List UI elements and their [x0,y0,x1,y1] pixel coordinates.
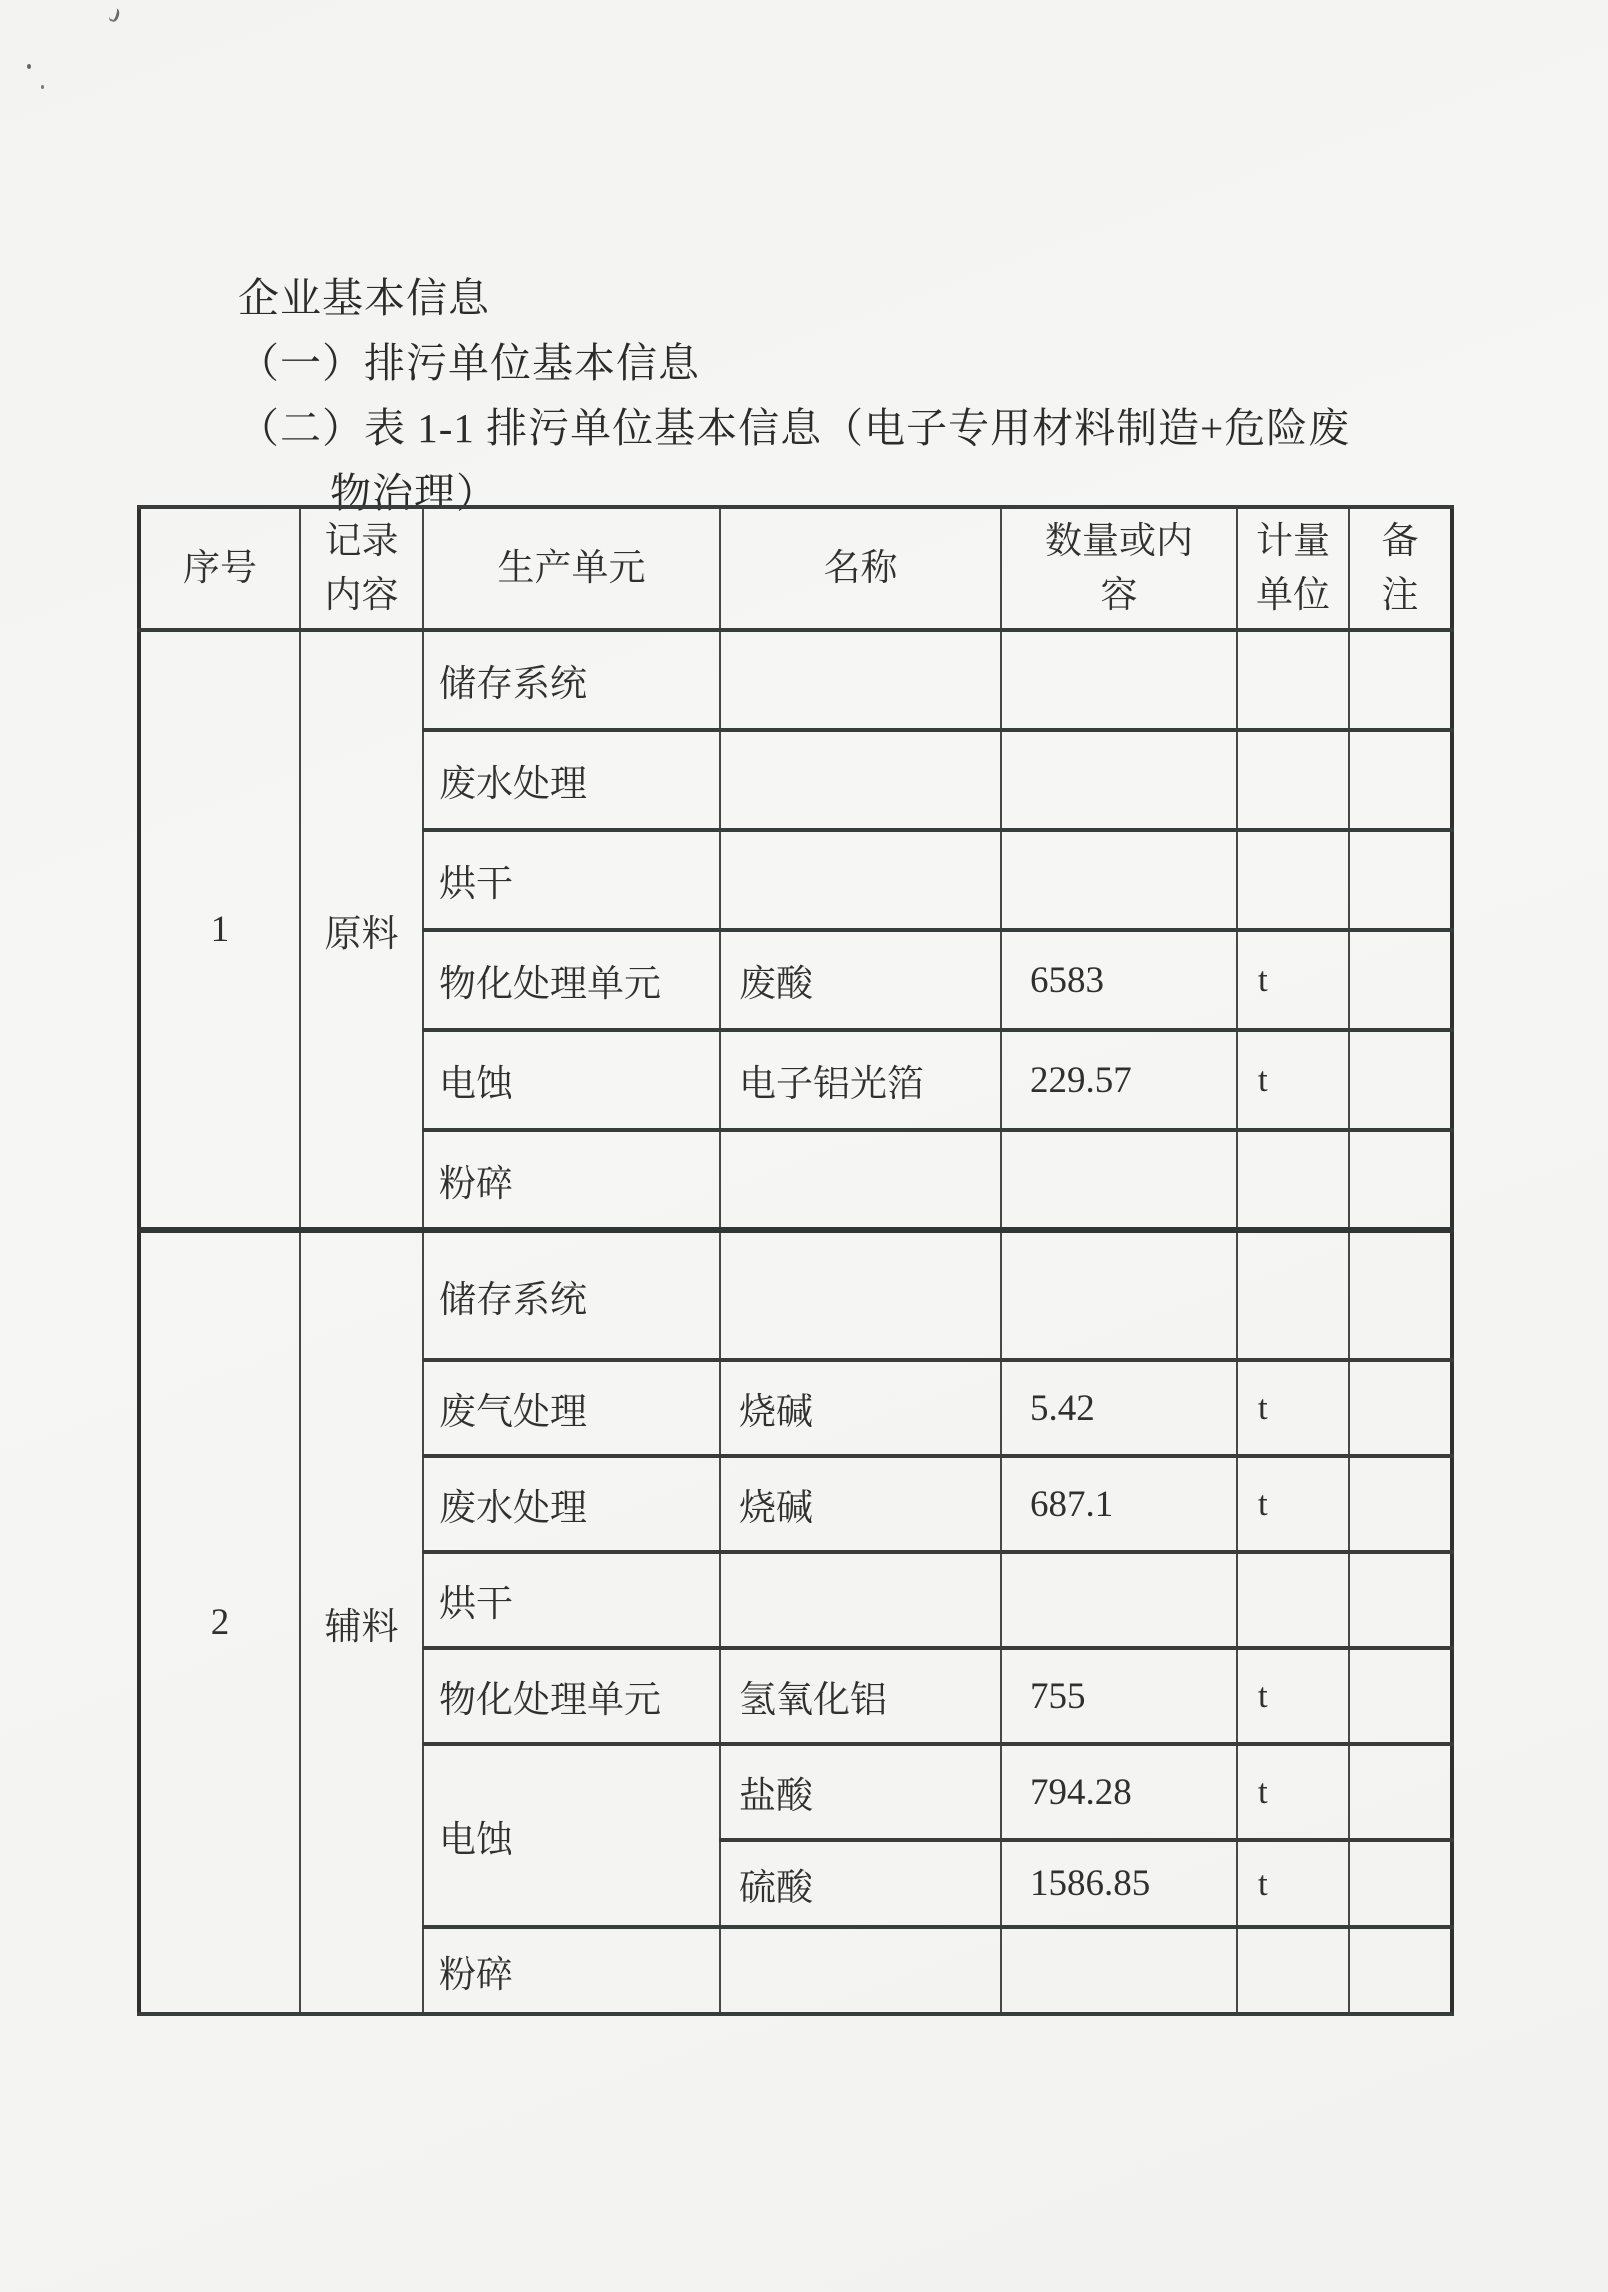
name-cell [720,730,1001,830]
note-cell [1349,1030,1452,1130]
name-cell: 电子铝光箔 [720,1030,1001,1130]
note-cell [1349,1456,1452,1552]
note-cell [1349,1840,1452,1927]
note-cell [1349,1130,1452,1230]
note-cell [1349,1744,1452,1840]
note-cell [1349,930,1452,1030]
quantity-cell [1001,830,1237,930]
table-header-row [139,507,1452,630]
production-unit-cell: 储存系统 [423,630,720,730]
quantity-cell [1001,1230,1237,1360]
note-cell [1349,730,1452,830]
measure-unit-cell [1237,1927,1349,2014]
measure-unit-cell: t [1237,1744,1349,1840]
measure-unit-cell: t [1237,1840,1349,1927]
measure-unit-cell: t [1237,1456,1349,1552]
seq-cell-group-1: 1 [139,630,300,1230]
quantity-cell [1001,1552,1237,1648]
measure-unit-cell [1237,730,1349,830]
scan-speck [41,85,44,89]
quantity-cell: 1586.85 [1001,1840,1237,1927]
section-2-heading-line-1: （二）表 1-1 排污单位基本信息（电子专用材料制造+危险废 [238,405,1351,451]
quantity-cell [1001,630,1237,730]
section-1-heading: （一）排污单位基本信息 [238,340,700,386]
production-unit-cell: 储存系统 [423,1230,720,1360]
quantity-cell [1001,1130,1237,1230]
basic-info-table [137,505,1454,2016]
column-header-quantity: 数量或内容 [1001,507,1237,630]
name-cell [720,1552,1001,1648]
measure-unit-cell [1237,830,1349,930]
measure-unit-cell: t [1237,930,1349,1030]
note-cell [1349,1552,1452,1648]
quantity-cell: 687.1 [1001,1456,1237,1552]
note-cell [1349,1230,1452,1360]
column-header-record-content: 记录内容 [300,507,423,630]
category-cell-group-2: 辅料 [300,1230,423,2014]
document-headings [238,266,1350,526]
quantity-cell [1001,730,1237,830]
column-header-note: 备注 [1349,507,1452,630]
note-cell [1349,630,1452,730]
measure-unit-cell [1237,1230,1349,1360]
column-header-name: 名称 [720,507,1001,630]
quantity-cell: 229.57 [1001,1030,1237,1130]
column-header-measure-unit: 计量单位 [1237,507,1349,630]
measure-unit-cell: t [1237,1648,1349,1744]
quantity-cell: 5.42 [1001,1360,1237,1456]
production-unit-cell: 烘干 [423,1552,720,1648]
name-cell: 氢氧化铝 [720,1648,1001,1744]
scan-speck [108,7,121,23]
name-cell [720,1130,1001,1230]
measure-unit-cell: t [1237,1030,1349,1130]
production-unit-cell: 物化处理单元 [423,930,720,1030]
quantity-cell [1001,1927,1237,2014]
column-header-seq: 序号 [139,507,300,630]
note-cell [1349,1648,1452,1744]
name-cell [720,830,1001,930]
production-unit-cell-merged: 电蚀 [423,1744,720,1927]
column-header-production-unit: 生产单元 [423,507,720,630]
name-cell [720,1230,1001,1360]
name-cell: 废酸 [720,930,1001,1030]
name-cell: 盐酸 [720,1744,1001,1840]
note-cell [1349,1927,1452,2014]
note-cell [1349,1360,1452,1456]
production-unit-cell: 粉碎 [423,1927,720,2014]
measure-unit-cell [1237,1130,1349,1230]
measure-unit-cell [1237,630,1349,730]
category-cell-group-1: 原料 [300,630,423,1230]
production-unit-cell: 废气处理 [423,1360,720,1456]
quantity-cell: 755 [1001,1648,1237,1744]
name-cell [720,630,1001,730]
name-cell: 硫酸 [720,1840,1001,1927]
measure-unit-cell [1237,1552,1349,1648]
scan-speck [27,64,31,69]
note-cell [1349,830,1452,930]
quantity-cell: 6583 [1001,930,1237,1030]
seq-cell-group-2: 2 [139,1230,300,2014]
name-cell: 烧碱 [720,1456,1001,1552]
table-row [139,1230,1452,1360]
table-row [139,630,1452,730]
name-cell [720,1927,1001,2014]
document-title: 企业基本信息 [238,275,490,321]
name-cell: 烧碱 [720,1360,1001,1456]
production-unit-cell: 物化处理单元 [423,1648,720,1744]
measure-unit-cell: t [1237,1360,1349,1456]
production-unit-cell: 粉碎 [423,1130,720,1230]
production-unit-cell: 电蚀 [423,1030,720,1130]
section-2-heading-line-2: 物治理） [330,470,498,516]
production-unit-cell: 废水处理 [423,730,720,830]
quantity-cell: 794.28 [1001,1744,1237,1840]
production-unit-cell: 废水处理 [423,1456,720,1552]
production-unit-cell: 烘干 [423,830,720,930]
